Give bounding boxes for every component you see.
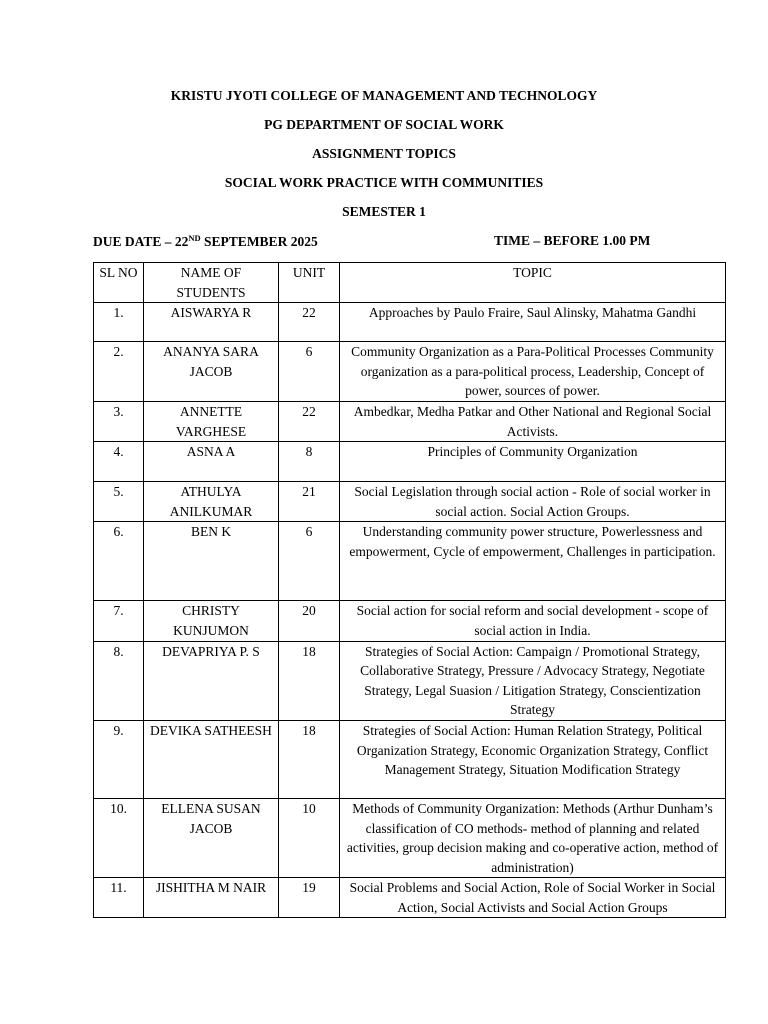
header-name: NAME OF STUDENTS	[144, 263, 279, 303]
table-row	[94, 303, 726, 342]
due-line	[93, 233, 725, 250]
unit-cell: 18	[279, 641, 340, 720]
sl-cell: 8.	[94, 641, 144, 720]
name-cell: ELLENA SUSAN JACOB	[144, 798, 279, 877]
header-unit: UNIT	[279, 263, 340, 303]
unit-cell: 19	[279, 878, 340, 918]
sl-cell: 3.	[94, 401, 144, 441]
sl-cell: 2.	[94, 342, 144, 402]
name-cell: AISWARYA R	[144, 303, 279, 342]
topic-cell: Understanding community power structure, Powerlessness and empowerment, Cycle of empowerment, Challenges in participation.	[340, 522, 726, 601]
table-row	[94, 522, 726, 601]
table-row	[94, 401, 726, 441]
topic-cell: Social Problems and Social Action, Role of Social Worker in Social Action, Social Activists and Social Action Groups	[340, 878, 726, 918]
name-cell: ANANYA SARA JACOB	[144, 342, 279, 402]
sl-cell: 5.	[94, 482, 144, 522]
unit-cell: 10	[279, 798, 340, 877]
table-row	[94, 798, 726, 877]
unit-cell: 22	[279, 401, 340, 441]
name-cell: DEVAPRIYA P. S	[144, 641, 279, 720]
table-row	[94, 641, 726, 720]
topic-cell: Methods of Community Organization: Methods (Arthur Dunham’s classification of CO methods- method of planning and related activities, group decision making and co-operative action, method of administration)	[340, 798, 726, 877]
unit-cell: 18	[279, 720, 340, 798]
unit-cell: 22	[279, 303, 340, 342]
unit-cell: 21	[279, 482, 340, 522]
topic-cell: Approaches by Paulo Fraire, Saul Alinsky, Mahatma Gandhi	[340, 303, 726, 342]
sl-cell: 10.	[94, 798, 144, 877]
semester-label: SEMESTER 1	[342, 204, 426, 219]
topic-cell: Strategies of Social Action: Human Relation Strategy, Political Organization Strategy, Economic Organization Strategy, Conflict Management Strategy, Situation Modification Strategy	[340, 720, 726, 798]
name-cell: DEVIKA SATHEESH	[144, 720, 279, 798]
document-title: ASSIGNMENT TOPICS	[312, 146, 456, 161]
table-row	[94, 482, 726, 522]
name-cell: BEN K	[144, 522, 279, 601]
due-date: DUE DATE – 22ND SEPTEMBER 2025	[93, 233, 318, 249]
college-name: KRISTU JYOTI COLLEGE OF MANAGEMENT AND TECHNOLOGY	[170, 88, 598, 103]
unit-cell: 8	[279, 442, 340, 482]
topic-cell: Principles of Community Organization	[340, 442, 726, 482]
table-row	[94, 601, 726, 641]
name-cell: ASNA A	[144, 442, 279, 482]
table-row	[94, 442, 726, 482]
table-row	[94, 342, 726, 402]
name-cell: JISHITHA M NAIR	[144, 878, 279, 918]
table-header-row	[94, 263, 726, 303]
topic-cell: Social action for social reform and social development - scope of social action in India.	[340, 601, 726, 641]
subject-title: SOCIAL WORK PRACTICE WITH COMMUNITIES	[224, 175, 544, 190]
due-time: TIME – BEFORE 1.00 PM	[494, 233, 651, 248]
topic-cell: Social Legislation through social action - Role of social worker in social action. Social Action Groups.	[340, 482, 726, 522]
name-cell: CHRISTY KUNJUMON	[144, 601, 279, 641]
topic-cell: Strategies of Social Action: Campaign / Promotional Strategy, Collaborative Strategy, Pressure / Advocacy Strategy, Negotiate Strategy, Legal Suasion / Litigation Strategy, Conscientization Strategy	[340, 641, 726, 720]
sl-cell: 4.	[94, 442, 144, 482]
assignment-table	[93, 262, 726, 918]
header-sl-no: SL NO	[94, 263, 144, 303]
sl-cell: 9.	[94, 720, 144, 798]
header-topic: TOPIC	[340, 263, 726, 303]
department-name: PG DEPARTMENT OF SOCIAL WORK	[264, 117, 504, 132]
sl-cell: 1.	[94, 303, 144, 342]
unit-cell: 20	[279, 601, 340, 641]
unit-cell: 6	[279, 342, 340, 402]
name-cell: ATHULYA ANILKUMAR	[144, 482, 279, 522]
topic-cell: Ambedkar, Medha Patkar and Other National and Regional Social Activists.	[340, 401, 726, 441]
unit-cell: 6	[279, 522, 340, 601]
topic-cell: Community Organization as a Para-Political Processes Community organization as a para-political process, Leadership, Concept of power, sources of power.	[340, 342, 726, 402]
sl-cell: 11.	[94, 878, 144, 918]
sl-cell: 7.	[94, 601, 144, 641]
sl-cell: 6.	[94, 522, 144, 601]
table-row	[94, 878, 726, 918]
name-cell: ANNETTE VARGHESE	[144, 401, 279, 441]
table-row	[94, 720, 726, 798]
